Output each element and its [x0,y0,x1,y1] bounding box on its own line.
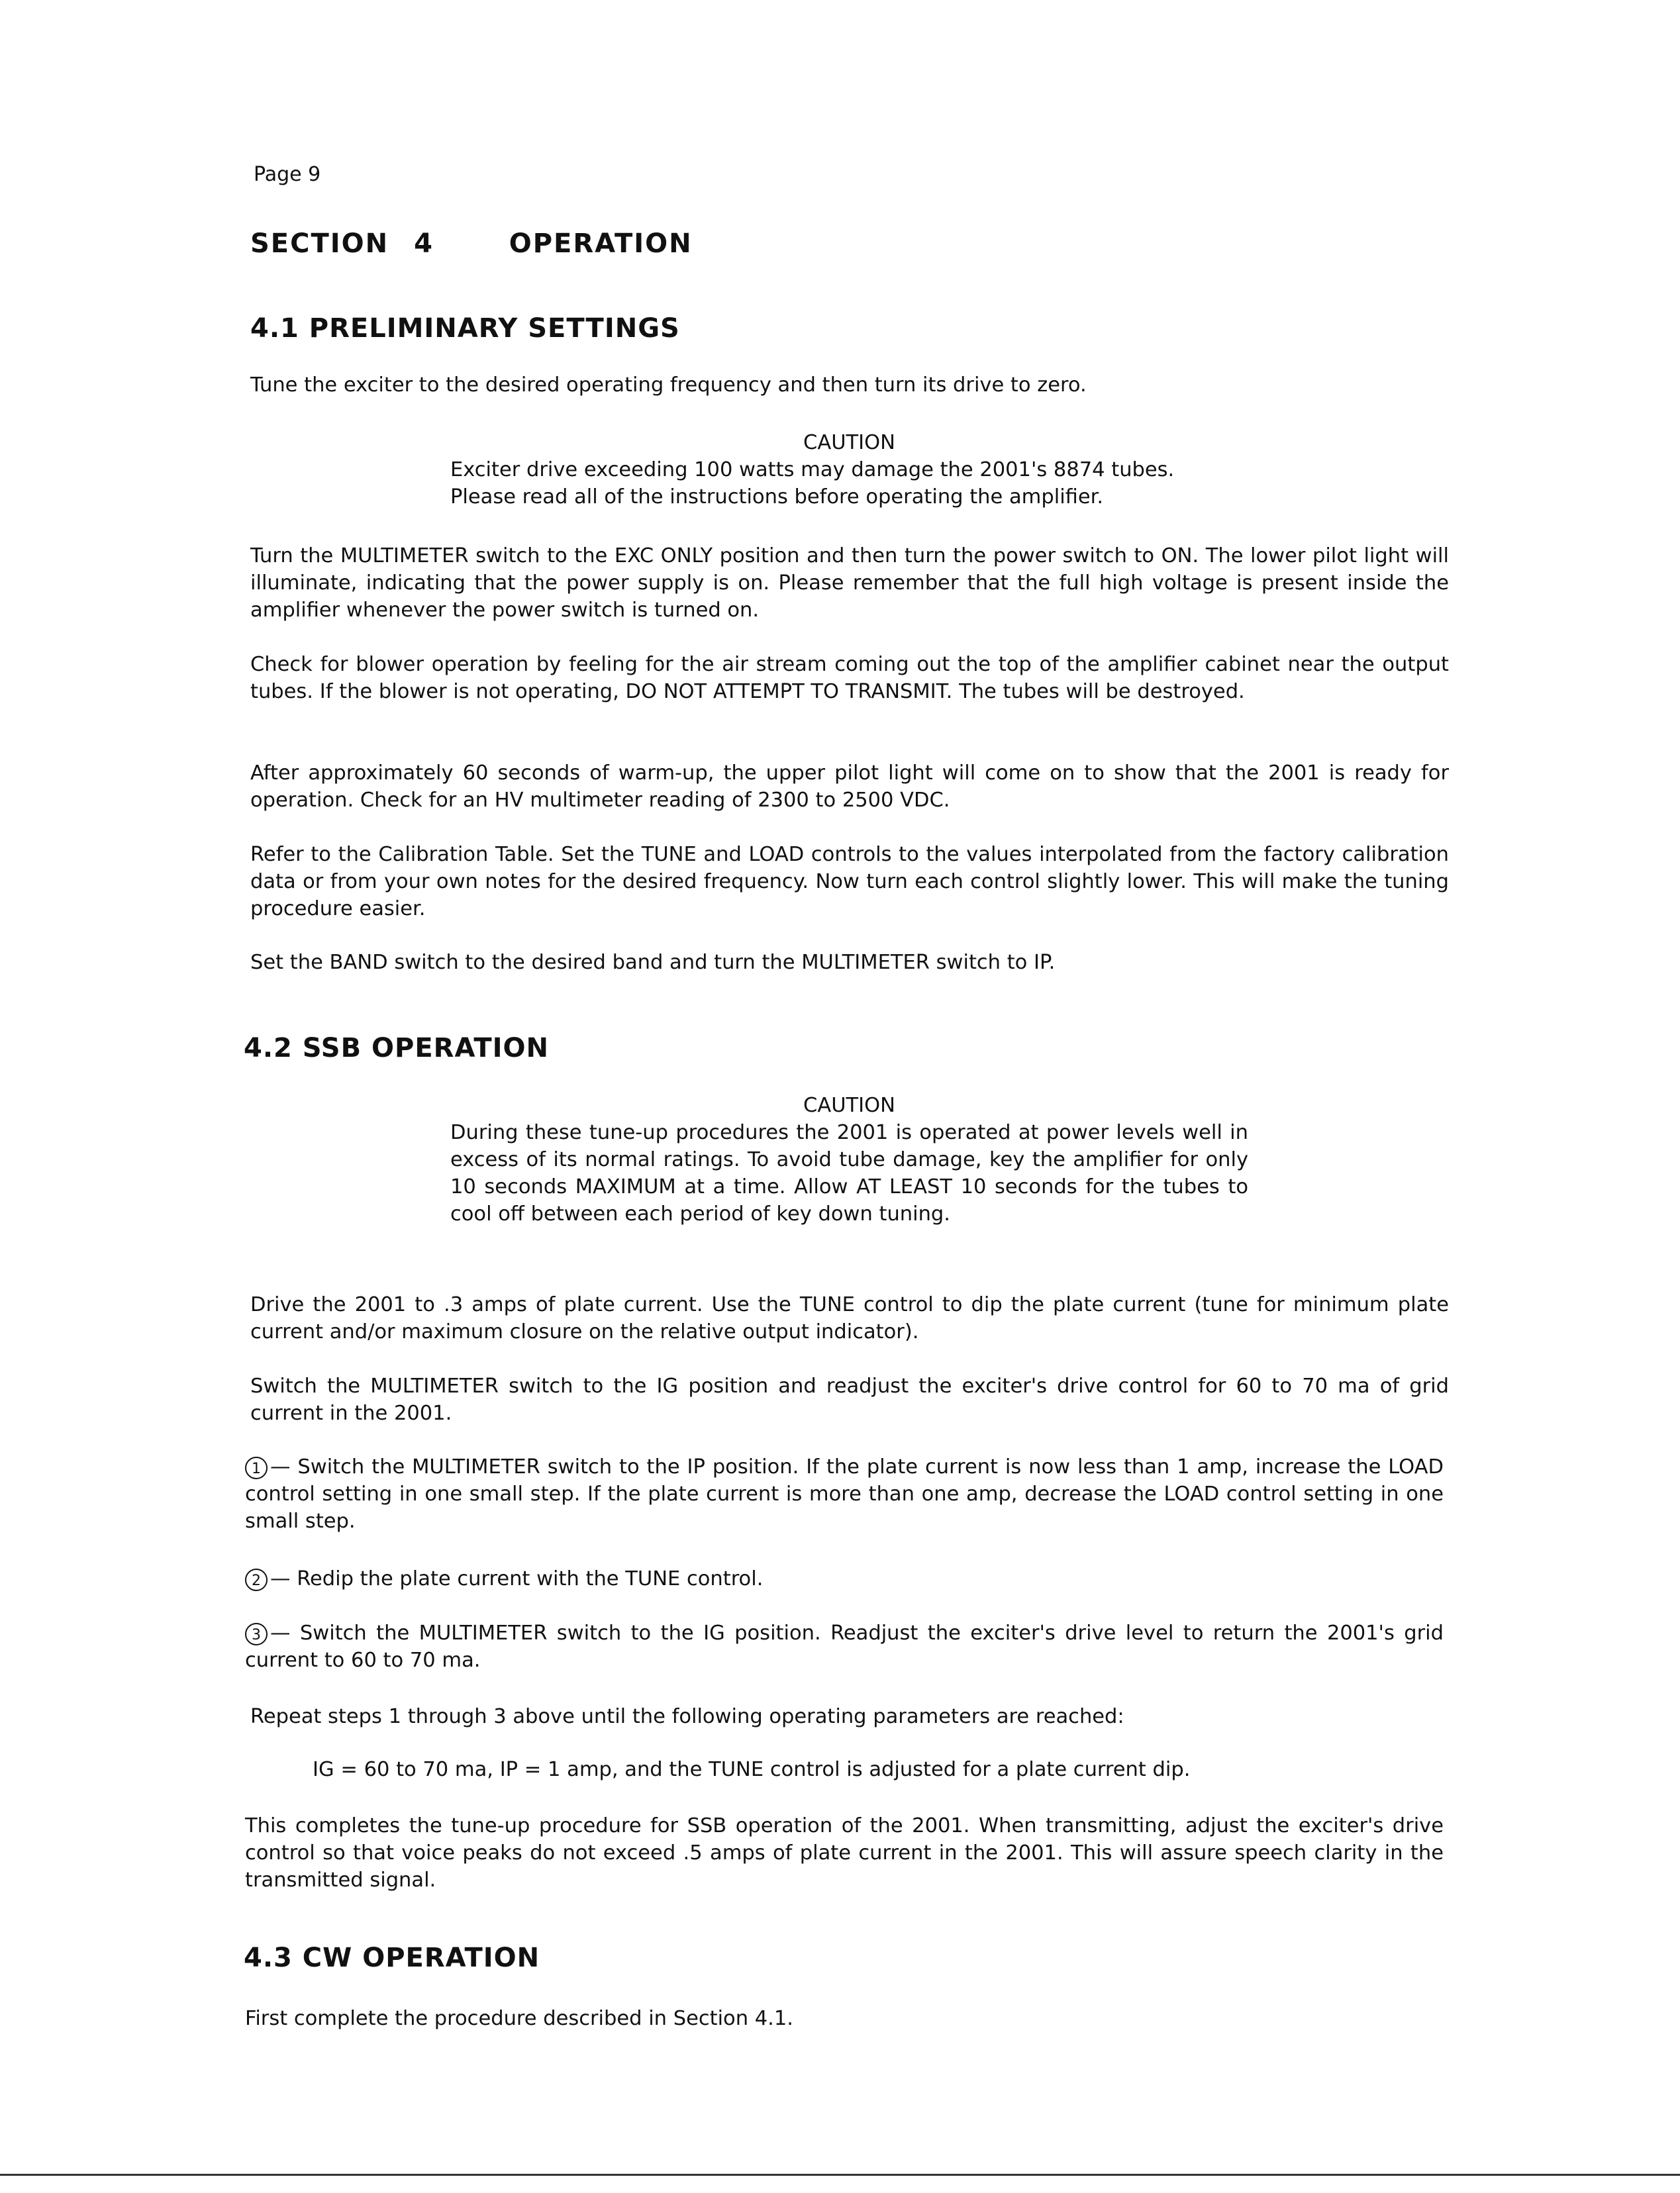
caution-body: During these tune-up procedures the 2001 is operated at power levels well in excess of its normal ratings. To avoid tube damage, key the amplifier for only 10 seconds MAXIMUM at a time. Allow AT LEAST 10 seconds for the tubes to cool off between each period of key down tuning. [450,1121,1248,1226]
paragraph-band-switch [250,949,1449,976]
caution-box-4-1 [450,429,1248,511]
paragraph-4-1-intro [250,371,1449,399]
step-3 [245,1620,1444,1674]
heading-4-1: 4.1 PRELIMINARY SETTINGS [250,313,680,344]
step-2 [245,1565,1444,1592]
paragraph-text: Switch the MULTIMETER switch to the IG position and readjust the exciter's drive control for 60 to 70 ma of grid current in the 2001. [250,1375,1449,1425]
step-text: — Switch the MULTIMETER switch to the IP position. If the plate current is now less than 1 amp, increase the LOAD control setting in one small step. If the plate current is more than one amp, decrease the LOAD control setting in one small step. [245,1455,1444,1533]
paragraph-text: First complete the procedure described in Section 4.1. [245,2007,793,2030]
paragraph-ssb-complete [245,1812,1444,1894]
caution-line: Please read all of the instructions before operating the amplifier. [450,485,1104,509]
paragraph-cw-first [245,2005,1444,2032]
paragraph-text: Refer to the Calibration Table. Set the TUNE and LOAD controls to the values interpolated from the factory calibration data or from your own notes for the desired frequency. Now turn each control slightly lower. This will make the tuning procedure easier. [250,843,1449,920]
step-number-circle: 3 [245,1623,268,1645]
paragraph-text: Tune the exciter to the desired operating frequency and then turn its drive to zero. [250,373,1087,397]
paragraph-text: Turn the MULTIMETER switch to the EXC ONLY position and then turn the power switch to ON. The lower pilot light will illuminate, indicating that the power supply is on. Please remember that the full high voltage is present inside the amplifier whenever the power switch is turned on. [250,544,1449,622]
paragraph-text: Check for blower operation by feeling for the air stream coming out the top of the amplifier cabinet near the output tubes. If the blower is not operating, DO NOT ATTEMPT TO TRANSMIT. The tubes will be destroyed. [250,653,1449,703]
paragraph-text: Repeat steps 1 through 3 above until the following operating parameters are reached: [250,1705,1124,1728]
caution-box-4-2 [450,1092,1248,1228]
paragraph-warm-up [250,759,1449,814]
paragraph-repeat-steps [250,1703,1449,1730]
step-text: — Redip the plate current with the TUNE control. [270,1567,764,1590]
paragraph-text: Drive the 2001 to .3 amps of plate current. Use the TUNE control to dip the plate current (tune for minimum plate current and/or maximum closure on the relative output indicator). [250,1293,1449,1343]
paragraph-text: Set the BAND switch to the desired band and turn the MULTIMETER switch to IP. [250,951,1056,974]
paragraph-calibration [250,841,1449,922]
paragraph-grid-current [250,1373,1449,1427]
step-1 [245,1453,1444,1535]
section-title [250,228,693,259]
section-number: SECTION 4 [250,228,434,259]
page-number: Page 9 [254,163,321,186]
operating-parameters: IG = 60 to 70 ma, IP = 1 amp, and the TUNE control is adjusted for a plate current dip. [313,1758,1191,1781]
page-bottom-rule [0,2174,1680,2176]
paragraph-power-on [250,542,1449,624]
caution-line: Exciter drive exceeding 100 watts may damage the 2001's 8874 tubes. [450,458,1175,481]
step-number-circle: 1 [245,1457,268,1479]
heading-4-3: 4.3 CW OPERATION [244,1943,540,1973]
paragraph-text: This completes the tune-up procedure for SSB operation of the 2001. When transmitting, adjust the exciter's drive control so that voice peaks do not exceed .5 amps of plate current in the 2001. This will assure speech clarity in the transmitted signal. [245,1814,1444,1892]
caution-title: CAUTION [803,431,895,454]
section-name: OPERATION [509,228,693,259]
paragraph-drive [250,1291,1449,1345]
paragraph-text: After approximately 60 seconds of warm-up, the upper pilot light will come on to show that the 2001 is ready for operation. Check for an HV multimeter reading of 2300 to 2500 VDC. [250,761,1449,812]
step-text: — Switch the MULTIMETER switch to the IG position. Readjust the exciter's drive level to return the 2001's grid current to 60 to 70 ma. [245,1622,1444,1672]
caution-title: CAUTION [803,1094,895,1117]
paragraph-blower-check [250,651,1449,705]
heading-4-2: 4.2 SSB OPERATION [244,1033,549,1063]
step-number-circle: 2 [245,1569,268,1591]
